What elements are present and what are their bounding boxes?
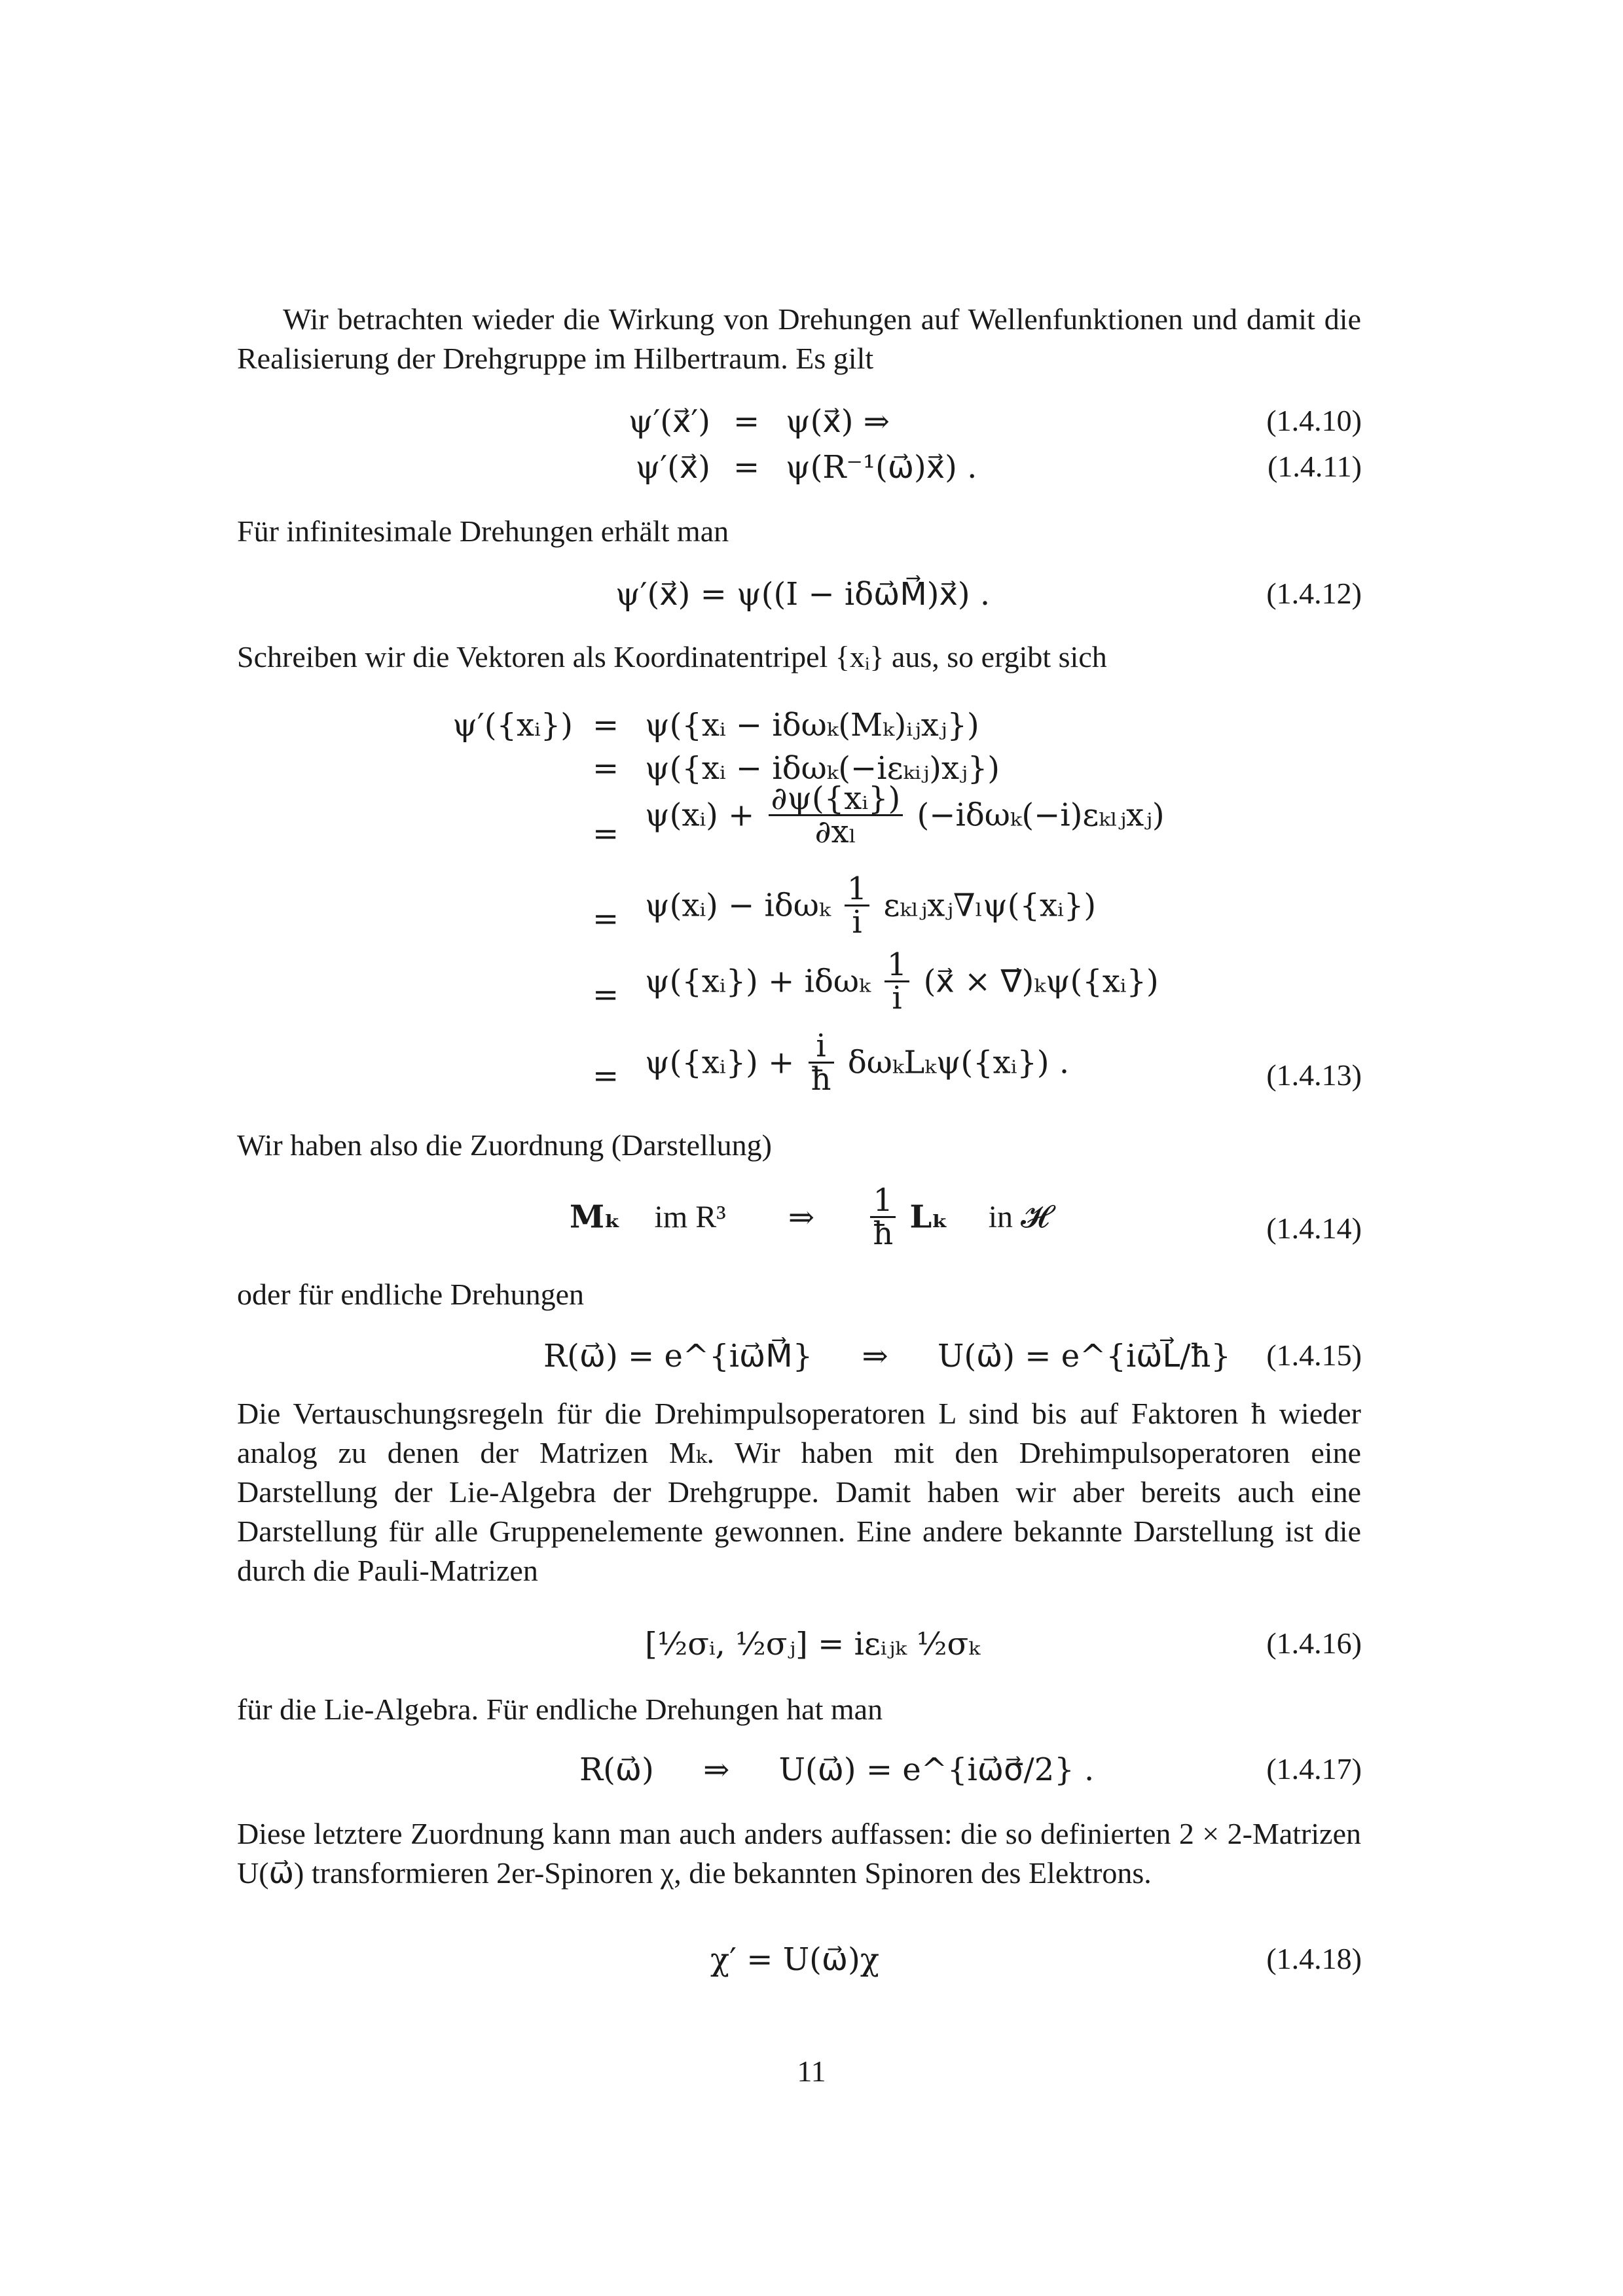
eq-1-4-13-line-4-b: εₖₗⱼxⱼ∇ₗψ({xᵢ}) <box>883 887 1097 924</box>
eq-1-4-13-line-5-denominator: i <box>892 980 902 1016</box>
paragraph-lie-algebra-text: für die Lie-Algebra. Für endliche Drehungen hat man <box>237 1693 883 1726</box>
eq-1-4-11-lhs: ψ′(x⃗) <box>635 449 710 486</box>
eq-1-4-15-right: U(ω⃗) = e^{iω⃗L⃗/ħ} <box>937 1338 1231 1374</box>
eq-1-4-13-line-3-b: (−iδωₖ(−i)εₖₗⱼxⱼ) <box>917 797 1165 834</box>
eq-1-4-13-lhs: ψ′({xᵢ}) <box>452 707 573 744</box>
eq-1-4-13-line-6-denominator: ħ <box>811 1061 831 1098</box>
eq-1-4-15-left: R(ω⃗) = e^{iω⃗M⃗} <box>543 1338 813 1374</box>
eq-1-4-18: χ′ = U(ω⃗)χ <box>710 1941 879 1978</box>
eq-1-4-14-target: in 𝓗 <box>988 1199 1049 1234</box>
eq-number-1-4-12: (1.4.12) <box>1266 577 1362 610</box>
eq-1-4-13-line-5-fraction <box>884 946 910 1016</box>
eq-1-4-13-line-3-denominator: ∂xₗ <box>814 814 857 850</box>
eq-1-4-13-line-2: ψ({xᵢ − iδωₖ(−iεₖᵢⱼ)xⱼ}) <box>645 750 1000 787</box>
paragraph-assignment <box>237 1126 1361 1165</box>
eq-number-1-4-11: (1.4.11) <box>1267 450 1362 483</box>
paragraph-commutation <box>237 1394 1361 1590</box>
eq-1-4-17 <box>579 1751 1094 1788</box>
eq-1-4-13-line-6-a: ψ({xᵢ}) + <box>645 1044 795 1081</box>
eq-1-4-13-rel-3: = <box>593 816 619 852</box>
eq-number-1-4-15: (1.4.15) <box>1266 1338 1362 1372</box>
eq-1-4-13-line-6-b: δωₖLₖψ({xᵢ}) . <box>847 1044 1070 1081</box>
paragraph-intro-text: Wir betrachten wieder die Wirkung von Drehungen auf Wellenfunktionen und damit die Realisierung der Drehgruppe im Hilbertraum. Es gilt <box>237 302 1361 375</box>
eq-1-4-15 <box>543 1338 1231 1374</box>
eq-1-4-14-fraction <box>870 1182 896 1252</box>
eq-number-1-4-14: (1.4.14) <box>1266 1211 1362 1245</box>
eq-1-4-15-arrow: ⇒ <box>862 1338 888 1374</box>
paragraph-lie-algebra <box>237 1690 1361 1729</box>
eq-1-4-17-arrow: ⇒ <box>703 1751 730 1788</box>
eq-1-4-13-line-3-numerator: ∂ψ({xᵢ}) <box>769 783 903 816</box>
paragraph-infinitesimal-text: Für infinitesimale Drehungen erhält man <box>237 514 729 548</box>
eq-1-4-14-right: Lₖ <box>909 1198 949 1236</box>
eq-1-4-11-rhs: ψ(R⁻¹(ω⃗)x⃗) . <box>786 449 977 486</box>
paragraph-commutation-text: Die Vertauschungsregeln für die Drehimpulsoperatoren L sind bis auf Faktoren ħ wieder analog zu denen der Matrizen Mₖ. Wir haben mit den Drehimpulsoperatoren eine Darstellung der Lie-Algebra der Drehgruppe. Damit haben wir aber bereits auch eine Darstellung für alle Gruppenelemente gewonnen. Eine andere bekannte Darstellung ist die durch die Pauli-Matrizen <box>237 1397 1361 1587</box>
page-number: 11 <box>797 2054 826 2088</box>
eq-1-4-14-numerator: 1 <box>870 1185 896 1218</box>
paragraph-assignment-text: Wir haben also die Zuordnung (Darstellung) <box>237 1128 772 1162</box>
paragraph-spinors-text: Diese letztere Zuordnung kann man auch anders auffassen: die so definierten 2 × 2-Matrizen U(ω⃗) transformieren 2er-Spinoren χ, die bekannten Spinoren des Elektrons. <box>237 1817 1361 1890</box>
eq-1-4-17-right: U(ω⃗) = e^{iω⃗σ⃗/2} . <box>778 1751 1095 1788</box>
eq-1-4-13-line-3-fraction <box>769 780 903 850</box>
eq-1-4-13-line-6-numerator: i <box>809 1030 834 1064</box>
eq-1-4-13-line-5-a: ψ({xᵢ}) + iδωₖ <box>645 963 871 1000</box>
paragraph-coordinates-text: Schreiben wir die Vektoren als Koordinatentripel {xᵢ} aus, so ergibt sich <box>237 640 1107 673</box>
eq-1-4-13-line-4 <box>645 870 1097 941</box>
eq-1-4-12: ψ′(x⃗) = ψ((I − iδω⃗M⃗)x⃗) . <box>615 576 991 613</box>
eq-number-1-4-17: (1.4.17) <box>1266 1752 1362 1785</box>
eq-1-4-14 <box>570 1182 1049 1252</box>
eq-1-4-14-space: im R³ <box>654 1199 726 1234</box>
eq-1-4-10-rhs: ψ(x⃗) ⇒ <box>786 403 890 440</box>
eq-1-4-10-lhs: ψ′(x⃗′) <box>628 403 710 440</box>
eq-1-4-13-line-4-fraction <box>845 870 870 941</box>
eq-1-4-13-rel-2: = <box>593 750 619 787</box>
eq-number-1-4-18: (1.4.18) <box>1266 1942 1362 1975</box>
eq-1-4-13-line-6-fraction <box>809 1028 834 1098</box>
eq-1-4-13-line-5-numerator: 1 <box>884 949 910 982</box>
eq-1-4-13-line-4-numerator: 1 <box>845 873 870 906</box>
eq-1-4-11-rel: = <box>733 449 760 486</box>
eq-1-4-13-line-3-a: ψ(xᵢ) + <box>645 797 755 834</box>
eq-1-4-13-line-5 <box>645 946 1159 1016</box>
eq-1-4-13-line-4-denominator: i <box>852 904 862 941</box>
eq-1-4-10-rel: = <box>733 403 760 440</box>
eq-1-4-14-arrow: ⇒ <box>788 1198 815 1236</box>
eq-1-4-17-left: R(ω⃗) <box>579 1751 654 1788</box>
eq-1-4-13-rel-4: = <box>593 901 619 937</box>
paragraph-finite-text: oder für endliche Drehungen <box>237 1278 585 1311</box>
eq-number-1-4-10: (1.4.10) <box>1266 404 1362 437</box>
paragraph-infinitesimal <box>237 512 1361 551</box>
eq-1-4-16: [½σᵢ, ½σⱼ] = iεᵢⱼₖ ½σₖ <box>645 1626 980 1662</box>
eq-1-4-13-rel-6: = <box>593 1058 619 1094</box>
eq-1-4-14-left: Mₖ <box>570 1198 621 1236</box>
eq-1-4-13-line-5-b: (x⃗ × ∇⃗)ₖψ({xᵢ}) <box>923 963 1159 1000</box>
eq-1-4-13-line-4-a: ψ(xᵢ) − iδωₖ <box>645 887 831 924</box>
eq-number-1-4-13: (1.4.13) <box>1266 1058 1362 1092</box>
paragraph-intro <box>237 300 1361 378</box>
paragraph-finite <box>237 1275 1361 1314</box>
paragraph-spinors <box>237 1814 1361 1893</box>
eq-number-1-4-16: (1.4.16) <box>1266 1626 1362 1660</box>
eq-1-4-13-line-3 <box>645 780 1165 850</box>
eq-1-4-14-denominator: ħ <box>873 1215 894 1252</box>
eq-1-4-13-line-1: ψ({xᵢ − iδωₖ(Mₖ)ᵢⱼxⱼ}) <box>645 707 979 744</box>
eq-1-4-13-rel-1: = <box>593 707 619 744</box>
eq-1-4-13-rel-5: = <box>593 977 619 1013</box>
paragraph-coordinates <box>237 637 1361 677</box>
eq-1-4-13-line-6 <box>645 1028 1070 1098</box>
